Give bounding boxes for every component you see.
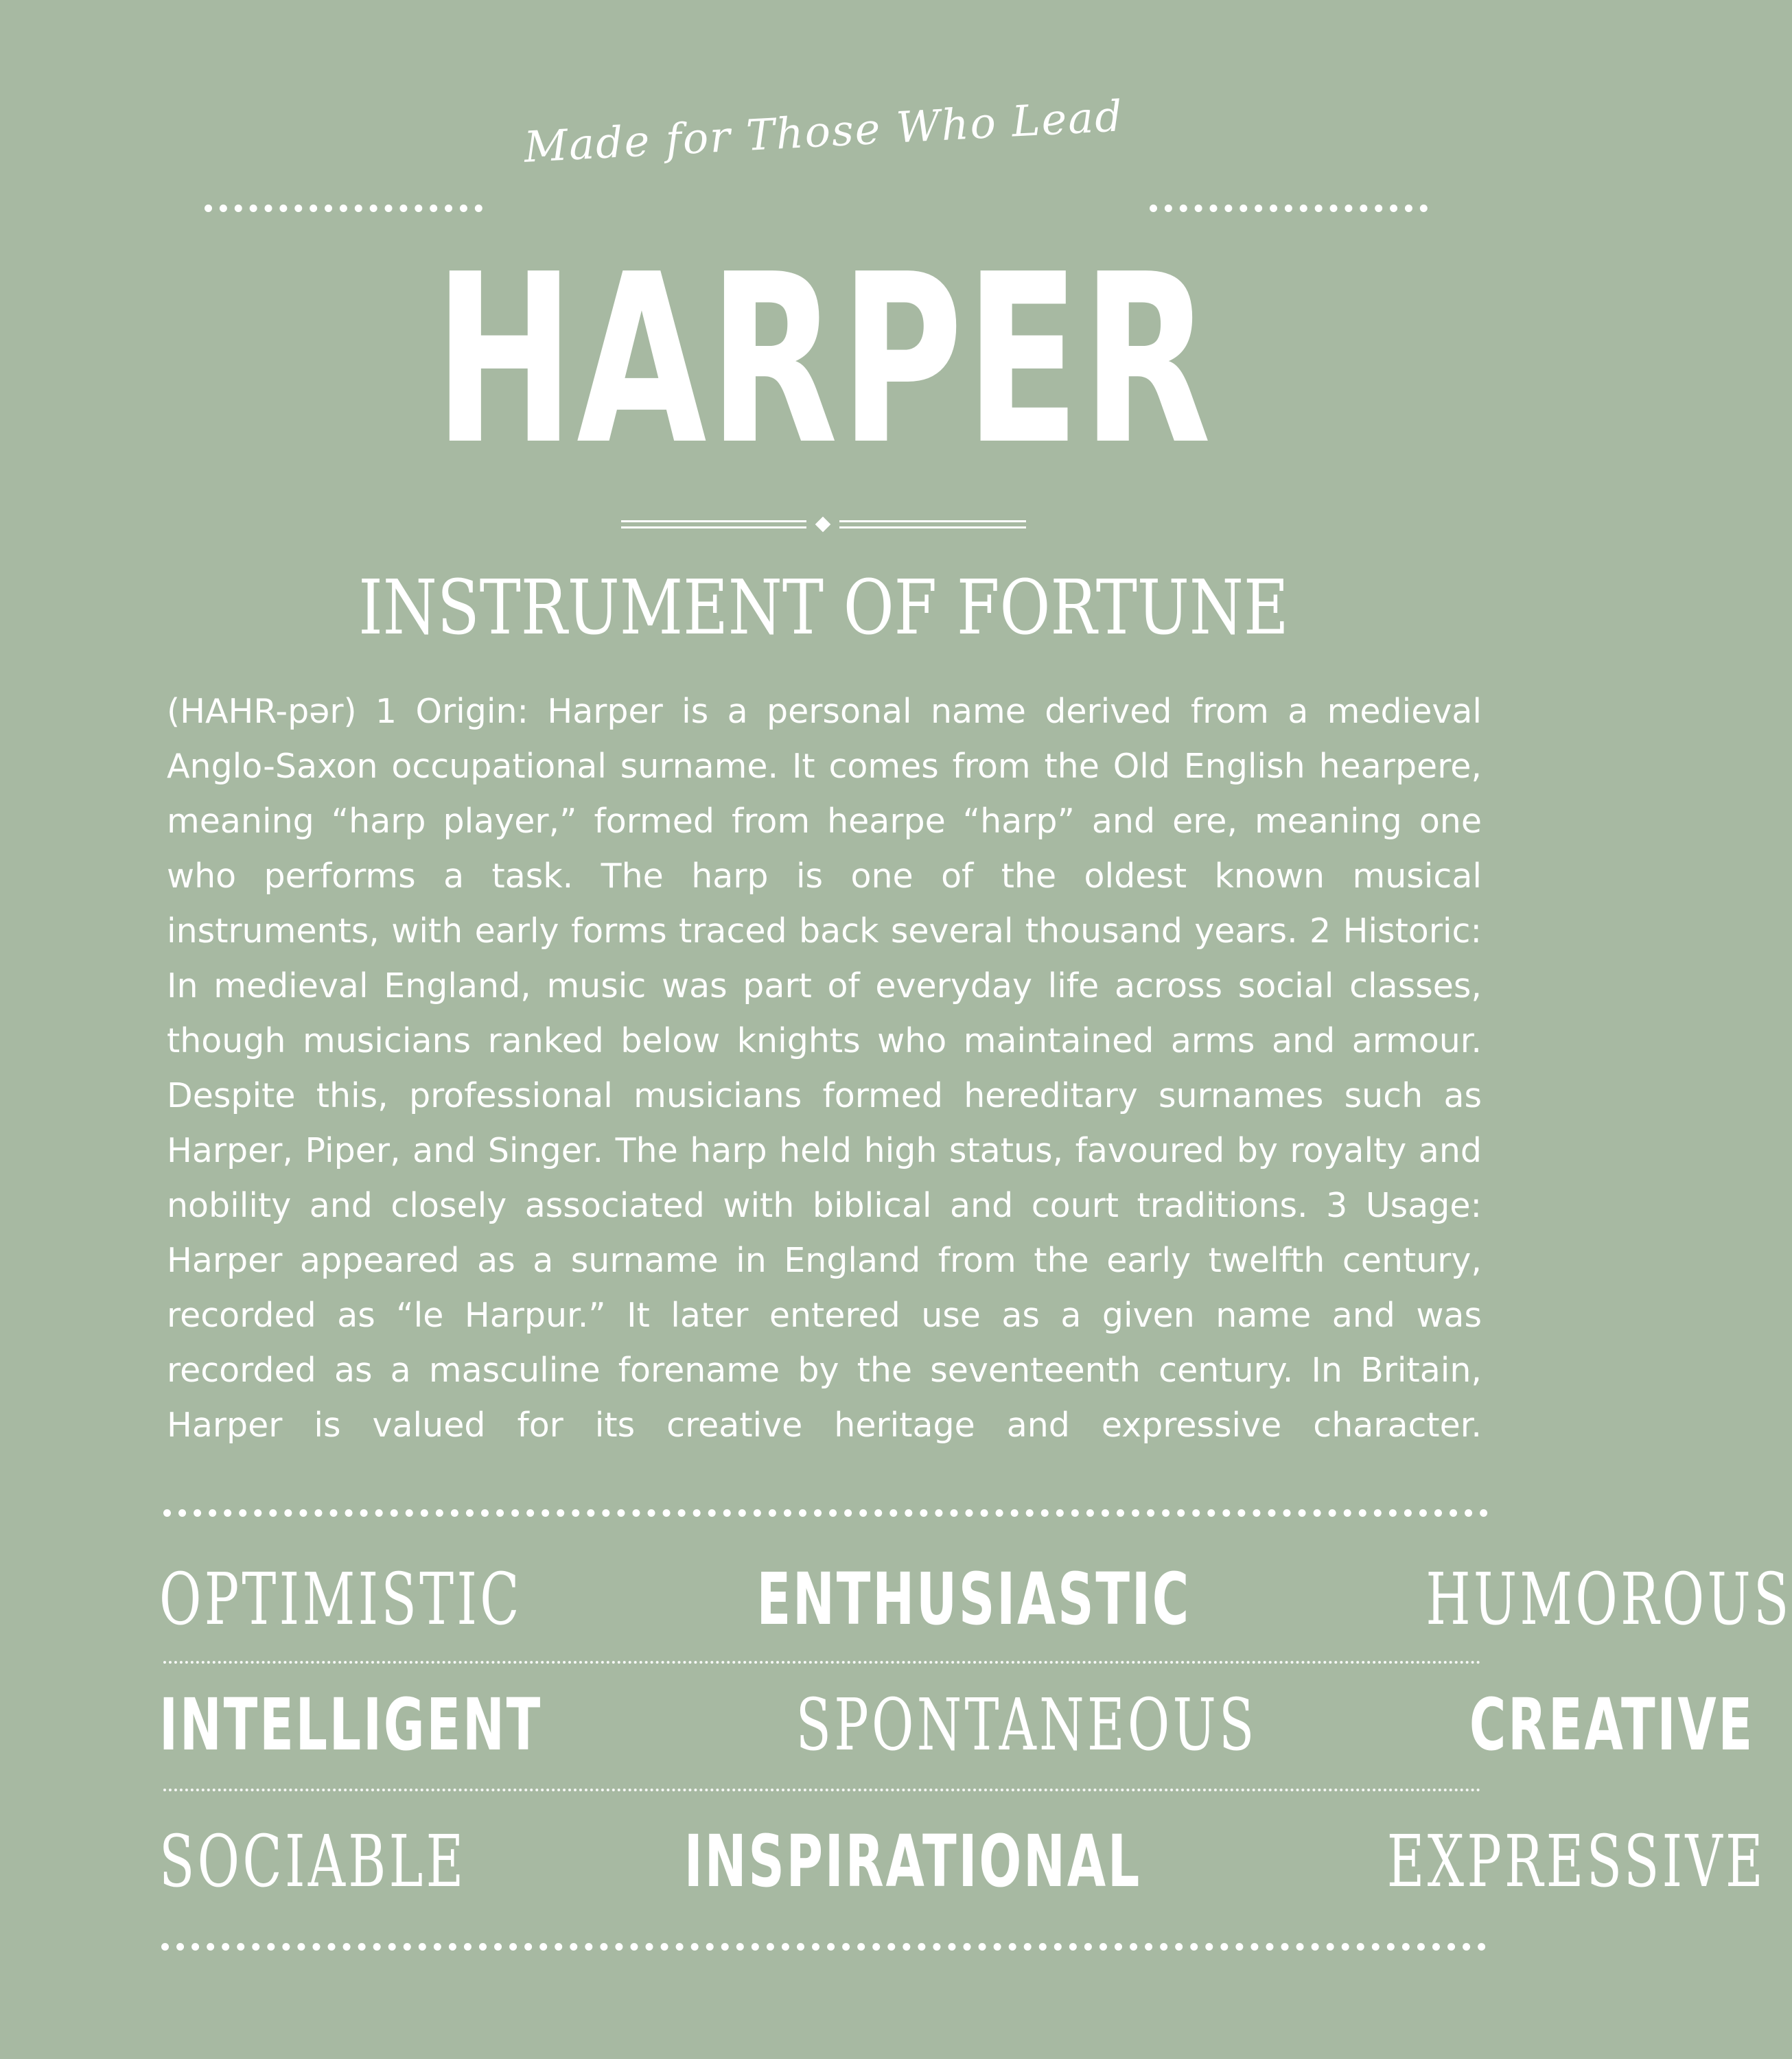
tagline	[0, 91, 1647, 172]
trait-word: INSPIRATIONAL	[684, 1819, 1141, 1903]
traits-top-dotted-divider	[163, 1509, 1488, 1517]
traits-row-3	[159, 1817, 1766, 1906]
trait-word: SPONTANEOUS	[796, 1683, 1258, 1767]
trait-word: HUMOROUS	[1426, 1557, 1792, 1641]
ornament-line-left	[621, 520, 806, 528]
trait-word: CREATIVE	[1469, 1683, 1754, 1767]
top-left-dotted-divider	[205, 205, 482, 212]
traits-row-2	[159, 1680, 1754, 1769]
traits-row-1	[159, 1555, 1792, 1644]
trait-word: ENTHUSIASTIC	[756, 1557, 1191, 1641]
diamond-icon	[815, 517, 831, 533]
trait-word: SOCIABLE	[159, 1819, 467, 1903]
ornament-divider	[621, 517, 1026, 534]
traits-row-divider	[163, 1661, 1481, 1664]
name-meaning: INSTRUMENT OF FORTUNE	[358, 563, 1289, 651]
trait-word: INTELLIGENT	[159, 1683, 543, 1767]
trait-word: EXPRESSIVE	[1386, 1819, 1766, 1903]
tagline-text: Made for Those Who Lead	[522, 91, 1125, 172]
name-description: (HAHR-pər) 1 Origin: Harper is a personal name derived from a medieval Anglo-Saxon occupational surname. It comes from the Old English hearpere, meaning “harp player,” formed from hearpe “harp” and ere, meaning one who performs a task. The harp is one of the oldest known musical instruments, with early forms traced back several thousand years. 2 Historic: In medieval England, music was part of everyday life across social classes, though musicians ranked below knights who maintained arms and armour. Despite this, professional musicians formed hereditary surnames such as Harper, Piper, and Singer. The harp held high status, favoured by royalty and nobility and closely associated with biblical and court traditions. 3 Usage: Harper appeared as a surname in England from the early twelfth century, recorded as “le Harpur.” It later entered use as a given name and was recorded as a masculine forename by the seventeenth century. In Britain, Harper is valued for its creative heritage and expressive character.	[167, 692, 1482, 1445]
trait-word: OPTIMISTIC	[159, 1557, 522, 1641]
traits-row-divider	[163, 1789, 1481, 1791]
top-right-dotted-divider	[1150, 205, 1428, 212]
traits-bottom-dotted-divider	[161, 1943, 1486, 1951]
ornament-line-right	[839, 520, 1026, 528]
name-title: HARPER	[434, 224, 1213, 496]
